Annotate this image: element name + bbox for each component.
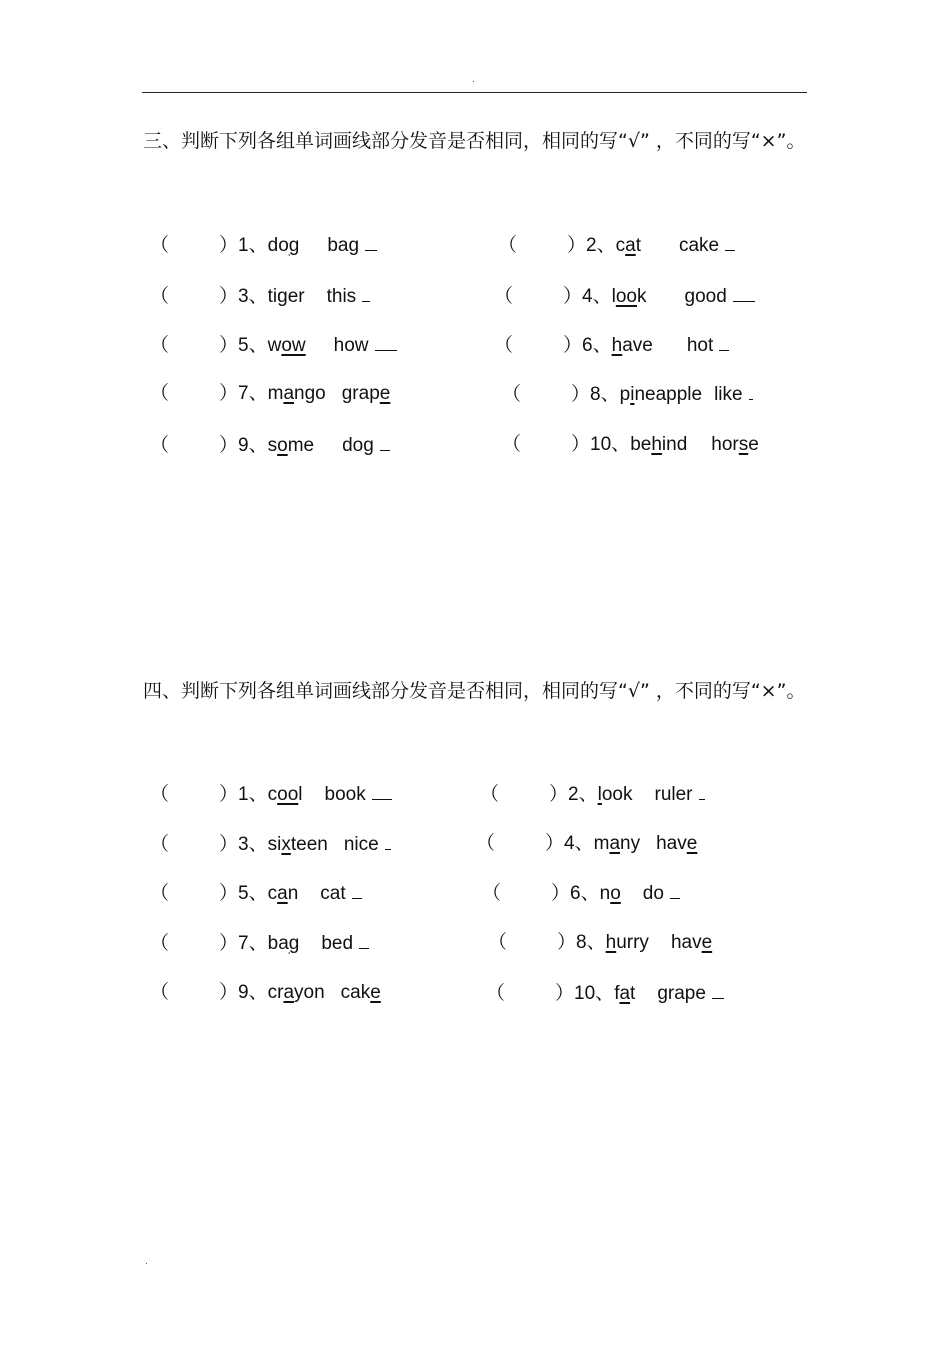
- open-paren: （: [502, 433, 522, 455]
- footer-dot: .: [145, 1256, 148, 1267]
- item-number: 6: [570, 883, 581, 904]
- close-paren: ）: [545, 832, 565, 854]
- word-2: book: [324, 784, 366, 805]
- item-number: 10: [590, 434, 612, 455]
- open-paren: （: [486, 982, 506, 1004]
- word-2: ruler: [654, 784, 693, 805]
- open-paren: （: [480, 783, 500, 805]
- close-paren: ）: [219, 981, 239, 1003]
- word-2: grape: [341, 383, 391, 404]
- open-paren: （: [494, 334, 514, 356]
- close-paren: ）: [219, 882, 239, 904]
- item-number: 8: [576, 932, 587, 953]
- section4-item-9: [150, 980, 381, 1005]
- open-paren: （: [150, 833, 170, 855]
- open-paren: （: [150, 334, 170, 356]
- item-separator: 、: [248, 334, 268, 356]
- word-1: cool: [267, 784, 303, 805]
- word-1: fat: [614, 983, 636, 1004]
- answer-line: [712, 980, 724, 999]
- word-2: cake: [678, 235, 720, 256]
- item-separator: 、: [592, 334, 612, 356]
- word-2: have: [670, 932, 713, 953]
- close-paren: ）: [219, 285, 239, 307]
- section4-instruction: 四、判断下列各组单词画线部分发音是否相同，相同的写“√” ，不同的写“×”。: [143, 680, 806, 702]
- close-paren: ）: [219, 334, 239, 356]
- word-1: have: [611, 335, 653, 356]
- word-1: hurry: [605, 932, 649, 953]
- section3-item-3: [150, 283, 370, 309]
- item-number: 6: [582, 335, 593, 356]
- item-number: 4: [582, 286, 593, 307]
- item-separator: 、: [248, 932, 268, 954]
- close-paren: ）: [549, 783, 569, 805]
- close-paren: ）: [219, 932, 239, 954]
- word-2: like: [714, 384, 743, 405]
- section4-item-5: [150, 880, 362, 906]
- close-paren: ）: [219, 833, 239, 855]
- item-number: 1: [238, 784, 249, 805]
- answer-line: [749, 381, 753, 400]
- word-1: wow: [267, 335, 306, 356]
- open-paren: （: [476, 832, 496, 854]
- section3-item-2: [498, 232, 735, 258]
- section3-instruction: 三、判断下列各组单词画线部分发音是否相同，相同的写“√” ，不同的写“×”。: [143, 130, 806, 152]
- item-separator: 、: [248, 382, 268, 404]
- item-separator: 、: [596, 234, 616, 256]
- word-2: dog: [342, 435, 374, 456]
- item-separator: 、: [592, 285, 612, 307]
- word-2: grape: [657, 983, 706, 1004]
- answer-line: [385, 831, 391, 850]
- word-1: look: [611, 286, 647, 307]
- section4-item-10: [486, 980, 724, 1006]
- word-2: nice: [343, 834, 379, 855]
- answer-line: [359, 930, 369, 949]
- word-2: hot: [686, 335, 714, 356]
- word-2: bag: [327, 235, 360, 256]
- word-1: crayon: [267, 982, 325, 1003]
- answer-line: [375, 332, 397, 351]
- item-number: 3: [238, 834, 249, 855]
- answer-line: [380, 432, 390, 451]
- item-number: 2: [586, 235, 597, 256]
- open-paren: （: [150, 882, 170, 904]
- answer-line: [719, 332, 729, 351]
- word-1: dog: [267, 235, 300, 256]
- item-number: 9: [238, 435, 249, 456]
- item-separator: 、: [248, 783, 268, 805]
- item-number: 1: [238, 235, 249, 256]
- open-paren: （: [150, 234, 170, 256]
- word-2: horse: [711, 434, 759, 455]
- word-1: many: [593, 833, 641, 854]
- header-dot: .: [472, 74, 475, 85]
- answer-line: [362, 283, 370, 302]
- open-paren: （: [150, 932, 170, 954]
- item-number: 2: [568, 784, 579, 805]
- word-2: do: [642, 883, 664, 904]
- answer-line: [699, 781, 705, 800]
- open-paren: （: [150, 783, 170, 805]
- close-paren: ）: [571, 433, 591, 455]
- item-separator: 、: [595, 982, 615, 1004]
- word-1: tiger: [267, 286, 305, 307]
- item-number: 5: [238, 883, 249, 904]
- item-number: 5: [238, 335, 249, 356]
- item-number: 7: [238, 933, 249, 954]
- section4-item-4: [476, 831, 697, 856]
- close-paren: ）: [219, 783, 239, 805]
- word-1: sixteen: [267, 834, 328, 855]
- close-paren: ）: [551, 882, 571, 904]
- answer-line: [365, 232, 377, 251]
- section4-item-6: [482, 880, 680, 906]
- word-2: have: [656, 833, 698, 854]
- answer-line: [670, 880, 680, 899]
- section3-item-10: [502, 432, 759, 457]
- word-1: no: [599, 883, 621, 904]
- answer-line: [733, 283, 755, 302]
- open-paren: （: [494, 285, 514, 307]
- close-paren: ）: [563, 285, 583, 307]
- close-paren: ）: [219, 382, 239, 404]
- header-rule: [142, 92, 807, 93]
- close-paren: ）: [219, 434, 239, 456]
- item-separator: 、: [586, 931, 606, 953]
- answer-line: [372, 781, 392, 800]
- item-separator: 、: [580, 882, 600, 904]
- answer-line: [725, 232, 735, 251]
- item-separator: 、: [248, 981, 268, 1003]
- section4-item-1: [150, 781, 392, 807]
- item-separator: 、: [248, 234, 268, 256]
- close-paren: ）: [571, 383, 591, 405]
- open-paren: （: [488, 931, 508, 953]
- section4-item-7: [150, 930, 369, 956]
- word-1: look: [597, 784, 633, 805]
- word-2: this: [326, 286, 357, 307]
- answer-line: [352, 880, 362, 899]
- item-separator: 、: [248, 833, 268, 855]
- open-paren: （: [150, 981, 170, 1003]
- open-paren: （: [150, 382, 170, 404]
- section3-item-5: [150, 332, 397, 358]
- open-paren: （: [498, 234, 518, 256]
- close-paren: ）: [557, 931, 577, 953]
- item-separator: 、: [248, 434, 268, 456]
- section3-item-1: [150, 232, 377, 258]
- word-2: cat: [320, 883, 346, 904]
- close-paren: ）: [219, 234, 239, 256]
- item-separator: 、: [600, 383, 620, 405]
- item-separator: 、: [248, 285, 268, 307]
- item-separator: 、: [574, 832, 594, 854]
- section4-item-3: [150, 831, 391, 857]
- word-1: mango: [267, 383, 326, 404]
- open-paren: （: [502, 383, 522, 405]
- word-1: cat: [615, 235, 641, 256]
- open-paren: （: [150, 285, 170, 307]
- item-separator: 、: [578, 783, 598, 805]
- item-number: 4: [564, 833, 575, 854]
- item-number: 7: [238, 383, 249, 404]
- word-1: behind: [630, 434, 688, 455]
- close-paren: ）: [567, 234, 587, 256]
- section4-item-2: [480, 781, 705, 807]
- item-number: 9: [238, 982, 249, 1003]
- item-separator: 、: [248, 882, 268, 904]
- word-2: how: [333, 335, 369, 356]
- section3-item-6: [494, 332, 729, 358]
- section3-item-9: [150, 432, 390, 458]
- section3-item-8: [502, 381, 753, 407]
- item-number: 8: [590, 384, 601, 405]
- word-2: cake: [340, 982, 381, 1003]
- open-paren: （: [482, 882, 502, 904]
- word-1: pineapple: [619, 384, 703, 405]
- word-1: can: [267, 883, 299, 904]
- open-paren: （: [150, 434, 170, 456]
- close-paren: ）: [563, 334, 583, 356]
- word-1: bag: [267, 933, 300, 954]
- close-paren: ）: [555, 982, 575, 1004]
- item-number: 3: [238, 286, 249, 307]
- word-2: good: [684, 286, 727, 307]
- section3-item-7: [150, 381, 390, 406]
- word-2: bed: [321, 933, 354, 954]
- item-separator: 、: [611, 433, 631, 455]
- section4-item-8: [488, 930, 712, 955]
- section3-item-4: [494, 283, 755, 309]
- word-1: some: [267, 435, 315, 456]
- item-number: 10: [574, 983, 596, 1004]
